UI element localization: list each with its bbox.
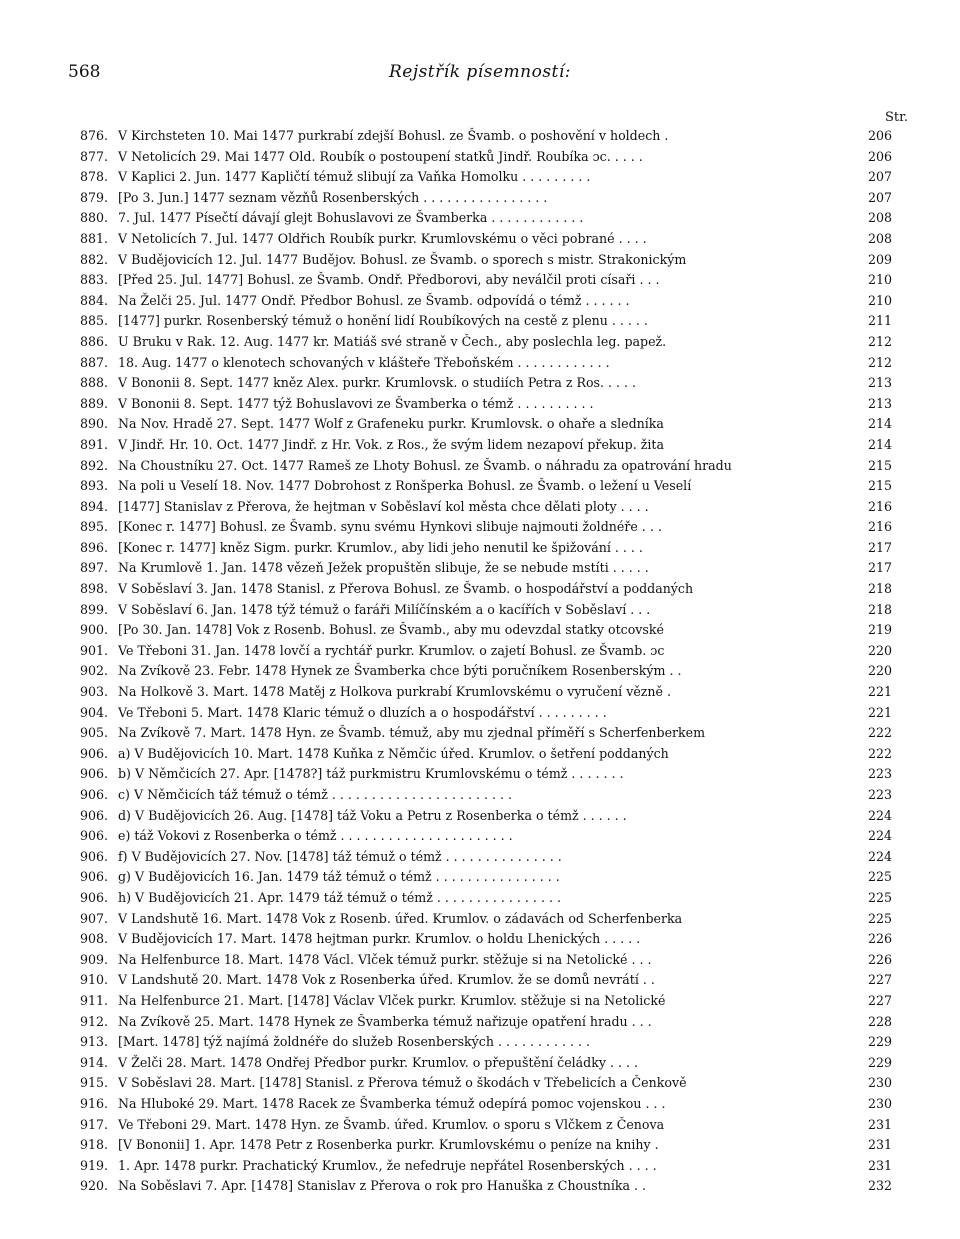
entry-page: 224 [867,848,892,864]
entry-text: g) V Budějovicích 16. Jan. 1479 táž témuž o témž . . . . . . . . . . . . . . . . [118,869,560,885]
list-item [80,661,892,682]
list-item [80,1032,892,1053]
list-item [80,311,892,332]
list-item [80,291,892,312]
list-item [80,620,892,641]
list-item [80,970,892,991]
entry-text: Na Zvíkově 7. Mart. 1478 Hyn. ze Švamb. témuž, aby mu zjednal příměří s Scherfenberkem [118,725,706,741]
entry-number: 898. [80,581,109,597]
entry-page: 208 [867,230,892,246]
entry-page: 212 [867,333,892,349]
entry-number: 906. [80,848,109,864]
entry-page: 206 [867,128,892,143]
entry-text: V Netolicích 7. Jul. 1477 Oldřich Roubík purkr. Krumlovskému o věci pobrané . . . . [118,230,647,246]
entry-text: Ve Třeboni 31. Jan. 1478 lovčí a rychtář purkr. Krumlov. o zajetí Bohusl. ze Švamb. ɔc [118,642,665,658]
entry-number: 919. [80,1157,109,1173]
entry-page: 224 [867,807,892,823]
entry-text: h) V Budějovicích 21. Apr. 1479 táž témuž o témž . . . . . . . . . . . . . . . . [118,889,561,905]
entry-text: V Bononii 8. Sept. 1477 kněz Alex. purkr. Krumlovsk. o studiích Petra z Ros. . . . . [118,375,637,391]
entry-number: 901. [80,642,109,658]
entry-text: a) V Budějovicích 10. Mart. 1478 Kuňka z Němčic úřed. Krumlov. o šetření poddaných [118,745,669,761]
entry-text: [Konec r. 1477] kněz Sigm. purkr. Krumlov., aby lidi jeho nenutil ke špižování . . . . [118,539,643,555]
entry-page: 229 [867,1034,892,1050]
entry-page: 223 [867,766,892,782]
entry-page: 215 [867,457,892,473]
entry-page: 208 [867,210,892,226]
entry-page: 231 [867,1157,892,1173]
entry-page: 214 [867,416,892,432]
entry-text: V Soběslaví 6. Jan. 1478 týž témuž o faráři Milíčínském a o kacířích v Soběslaví . . . [118,601,651,617]
entry-page: 227 [867,972,892,988]
list-item [80,353,892,374]
entry-text: d) V Budějovicích 26. Aug. [1478] táž Voku a Petru z Rosenberka o témž . . . . . . [118,807,627,823]
entry-text: V Landshutě 20. Mart. 1478 Vok z Rosenberka úřed. Krumlov. že se domů nevrátí . . [118,972,655,988]
entry-page: 213 [867,395,892,411]
entry-page: 206 [867,148,892,164]
list-item [80,826,892,847]
entry-text: e) táž Vokovi z Rosenberka o témž . . . . . . . . . . . . . . . . . . . . . . [118,828,513,844]
entry-page: 223 [867,787,892,802]
list-item [80,785,892,806]
list-item [80,991,892,1012]
entry-number: 903. [80,684,109,700]
page-title: Rejstřík písemností: [388,62,572,82]
entry-number: 884. [80,292,109,308]
entry-page: 207 [867,189,892,205]
entry-text: 18. Aug. 1477 o klenotech schovaných v klášteře Třeboňském . . . . . . . . . . . . [118,354,610,370]
entry-page: 217 [867,560,892,576]
entry-number: 920. [80,1178,109,1194]
list-item [80,517,892,538]
list-item [80,1012,892,1033]
entry-text: [Po 3. Jun.] 1477 seznam vězňů Rosenberských . . . . . . . . . . . . . . . . [118,189,548,205]
list-item [80,497,892,518]
entry-text: V Budějovicích 12. Jul. 1477 Budějov. Bohusl. ze Švamb. o sporech s mistr. Strakonickým [118,251,687,267]
entry-text: V Landshutě 16. Mart. 1478 Vok z Rosenb. úřed. Krumlov. o zádavách od Scherfenberka [118,910,683,926]
list-item [80,332,892,353]
entry-number: 899. [80,601,109,617]
list-item [80,250,892,271]
list-item [80,888,892,909]
entry-text: V Soběslaví 3. Jan. 1478 Stanisl. z Přerova Bohusl. ze Švamb. o hospodářství a poddaných [118,581,694,597]
entry-text: [Před 25. Jul. 1477] Bohusl. ze Švamb. Ondř. Předborovi, aby neválčil proti císaři . . . [118,272,660,288]
list-item [80,558,892,579]
list-item [80,1156,892,1177]
entry-page: 229 [867,1054,892,1070]
entry-number: 895. [80,519,109,535]
entry-number: 917. [80,1116,109,1132]
list-item [80,229,892,250]
entry-page: 227 [867,992,892,1008]
entry-page: 211 [867,313,892,329]
list-item [80,744,892,765]
list-item [80,909,892,930]
entry-number: 877. [80,148,109,164]
entry-page: 216 [867,498,892,514]
entry-text: Na Helfenburce 18. Mart. 1478 Václ. Vlček témuž purkr. stěžuje si na Netolické . . . [118,951,652,967]
list-item [80,1176,892,1197]
entry-page: 226 [867,931,892,947]
entry-list [80,126,892,1197]
entry-number: 896. [80,539,109,555]
list-item [80,1073,892,1094]
entry-text: V Netolicích 29. Mai 1477 Old. Roubík o postoupení statků Jindř. Roubíka ɔc. . . . . [118,148,643,164]
entry-number: 906. [80,766,109,782]
entry-number: 897. [80,560,109,576]
entry-page: 224 [867,828,892,844]
entry-page: 209 [867,251,892,267]
list-item [80,703,892,724]
entry-text: V Jindř. Hr. 10. Oct. 1477 Jindř. z Hr. Vok. z Ros., že svým lidem nezapoví překup. žita [118,436,664,452]
entry-page: 231 [867,1137,892,1153]
entry-page: 220 [867,663,892,679]
entry-text: V Želči 28. Mart. 1478 Ondřej Předbor purkr. Krumlov. o přepuštění čeládky . . . . [118,1054,639,1070]
entry-text: 7. Jul. 1477 Písečtí dávají glejt Bohuslavovi ze Švamberka . . . . . . . . . . . . [118,210,584,226]
entry-text: Na Želči 25. Jul. 1477 Ondř. Předbor Bohusl. ze Švamb. odpovídá o témž . . . . . . [118,292,630,308]
entry-number: 902. [80,663,109,679]
entry-text: b) V Němčicích 27. Apr. [1478?] táž purkmistru Krumlovskému o témž . . . . . . . [118,766,624,782]
list-item [80,641,892,662]
entry-number: 892. [80,457,109,473]
entry-number: 876. [80,128,109,143]
list-item [80,270,892,291]
list-item [80,1094,892,1115]
entry-text: Na Hluboké 29. Mart. 1478 Racek ze Švamberka témuž odepírá pomoc vojenskou . . . [118,1095,666,1111]
entry-number: 908. [80,931,109,947]
entry-text: [1477] purkr. Rosenberský témuž o honění lidí Roubíkových na cestě z plenu . . . . . [118,313,648,329]
entry-number: 886. [80,333,109,349]
entry-text: [1477] Stanislav z Přerova, že hejtman v Soběslaví kol města chce dělati ploty . . . . [118,498,649,514]
entry-number: 910. [80,972,109,988]
list-item [80,188,892,209]
entry-page: 213 [867,375,892,391]
entry-number: 894. [80,498,109,514]
page-column-label: Str. [884,110,908,125]
entry-page: 217 [867,539,892,555]
entry-page: 230 [867,1075,892,1091]
entry-text: Na Soběslavi 7. Apr. [1478] Stanislav z Přerova o rok pro Hanuška z Choustníka . . [118,1178,647,1194]
entry-text: Na Zvíkově 25. Mart. 1478 Hynek ze Švamberka témuž nařizuje opatření hradu . . . [118,1013,652,1029]
entry-page: 225 [867,869,892,885]
entry-text: Na Krumlově 1. Jan. 1478 vězeň Ježek propuštěn slibuje, že se nebude mstíti . . . . . [118,560,649,576]
list-item [80,600,892,621]
entry-number: 906. [80,745,109,761]
entry-page: 212 [867,354,892,370]
entry-number: 909. [80,951,109,967]
list-item [80,579,892,600]
entry-page: 225 [867,910,892,926]
list-item [80,723,892,744]
entry-page: 225 [867,889,892,905]
entry-page: 222 [867,745,892,761]
entry-page: 226 [867,951,892,967]
entry-page: 222 [867,725,892,741]
entry-number: 883. [80,272,109,288]
list-item [80,167,892,188]
page-number: 568 [68,62,101,82]
entry-text: V Bononii 8. Sept. 1477 týž Bohuslavovi ze Švamberka o témž . . . . . . . . . . [118,395,594,411]
entry-page: 221 [867,704,892,720]
entry-page: 220 [867,642,892,658]
entry-page: 230 [867,1095,892,1111]
entry-number: 906. [80,828,109,844]
entry-number: 900. [80,622,109,638]
entry-number: 904. [80,704,109,720]
list-item [80,147,892,168]
entry-text: Na Nov. Hradě 27. Sept. 1477 Wolf z Grafeneku purkr. Krumlovsk. o ohaře a sledníka [118,416,664,432]
list-item [80,1135,892,1156]
entry-number: 907. [80,910,109,926]
entry-number: 918. [80,1137,109,1153]
list-item [80,682,892,703]
entry-page: 231 [867,1116,892,1132]
entry-page: 207 [867,169,892,185]
entry-number: 916. [80,1095,109,1111]
page-header [40,56,920,86]
entry-number: 887. [80,354,109,370]
entry-number: 914. [80,1054,109,1070]
entry-text: V Budějovicích 17. Mart. 1478 hejtman purkr. Krumlov. o holdu Lhenických . . . . . [118,931,641,947]
entry-text: Na Holkově 3. Mart. 1478 Matěj z Holkova purkrabí Krumlovskému o vyručení vězně . [118,684,671,700]
entry-text: Ve Třeboni 29. Mart. 1478 Hyn. ze Švamb. úřed. Krumlov. o sporu s Vlčkem z Čenova [118,1116,665,1132]
entry-number: 890. [80,416,109,432]
entry-text: Ve Třeboni 5. Mart. 1478 Klaric témuž o dluzích a o hospodářství . . . . . . . . . [118,704,607,720]
entry-text: c) V Němčicích táž témuž o témž . . . . . . . . . . . . . . . . . . . . . . . [118,787,513,802]
entry-text: 1. Apr. 1478 purkr. Prachatický Krumlov., že nefedruje nepřátel Rosenberských . . . . [118,1157,657,1173]
list-item [80,867,892,888]
entry-text: [V Bononii] 1. Apr. 1478 Petr z Rosenberka purkr. Krumlovskému o peníze na knihy . [118,1137,659,1153]
entry-page: 228 [867,1013,892,1029]
entry-number: 911. [80,992,109,1008]
list-item [80,806,892,827]
entry-page: 210 [867,292,892,308]
entry-number: 906. [80,787,109,802]
entry-number: 891. [80,436,109,452]
entry-page: 221 [867,684,892,700]
list-item [80,847,892,868]
list-item [80,764,892,785]
entry-text: Na Helfenburce 21. Mart. [1478] Václav Vlček purkr. Krumlov. stěžuje si na Netolické [118,992,666,1008]
entry-text: [Po 30. Jan. 1478] Vok z Rosenb. Bohusl. ze Švamb., aby mu odevzdal statky otcovské [118,622,664,638]
entry-number: 905. [80,725,109,741]
list-item [80,394,892,415]
entry-text: [Mart. 1478] týž najímá žoldnéře do služeb Rosenberských . . . . . . . . . . . . [118,1034,591,1050]
list-item [80,538,892,559]
list-item [80,1115,892,1136]
entry-page: 214 [867,436,892,452]
entry-number: 912. [80,1013,109,1029]
entry-page: 232 [867,1178,892,1194]
list-item [80,126,892,147]
list-item [80,414,892,435]
entry-number: 882. [80,251,109,267]
entry-text: V Kirchsteten 10. Mai 1477 purkrabí zdejší Bohusl. ze Švamb. o poshovění v holdech . [118,128,669,143]
list-item [80,208,892,229]
entry-number: 906. [80,807,109,823]
entry-number: 913. [80,1034,109,1050]
list-item [80,476,892,497]
list-item [80,456,892,477]
list-item [80,929,892,950]
entry-text: f) V Budějovicích 27. Nov. [1478] táž témuž o témž . . . . . . . . . . . . . . . [118,848,562,864]
entry-number: 880. [80,210,109,226]
entry-text: Na Choustníku 27. Oct. 1477 Rameš ze Lhoty Bohusl. ze Švamb. o náhradu za opatrování hradu [118,457,732,473]
list-item [80,435,892,456]
list-item [80,373,892,394]
entry-number: 906. [80,869,109,885]
entry-number: 893. [80,478,109,494]
entry-number: 879. [80,189,109,205]
list-item [80,950,892,971]
entry-page: 219 [867,622,892,638]
entry-number: 885. [80,313,109,329]
entry-text: Na Zvíkově 23. Febr. 1478 Hynek ze Švamberka chce býti poručníkem Rosenberským . . [118,663,682,679]
entry-text: V Soběslavi 28. Mart. [1478] Stanisl. z Přerova témuž o škodách v Třebelicích a Čenkově [118,1075,687,1091]
entry-number: 881. [80,230,109,246]
entry-text: [Konec r. 1477] Bohusl. ze Švamb. synu svému Hynkovi slibuje najmouti žoldnéře . . . [118,519,662,535]
entry-text: U Bruku v Rak. 12. Aug. 1477 kr. Matiáš své straně v Čech., aby poslechla leg. papež. [118,333,667,349]
entry-number: 906. [80,889,109,905]
entry-number: 888. [80,375,109,391]
entry-number: 915. [80,1075,109,1091]
entry-page: 210 [867,272,892,288]
list-item [80,1053,892,1074]
entry-text: V Kaplici 2. Jun. 1477 Kapličtí témuž slibují za Vaňka Homolku . . . . . . . . . [118,169,591,185]
entry-page: 215 [867,478,892,494]
entry-number: 889. [80,395,109,411]
entry-number: 878. [80,169,109,185]
entry-page: 218 [867,581,892,597]
entry-page: 218 [867,601,892,617]
entry-page: 216 [867,519,892,535]
entry-text: Na poli u Veselí 18. Nov. 1477 Dobrohost z Ronšperka Bohusl. ze Švamb. o ležení u Veselí [118,478,692,494]
